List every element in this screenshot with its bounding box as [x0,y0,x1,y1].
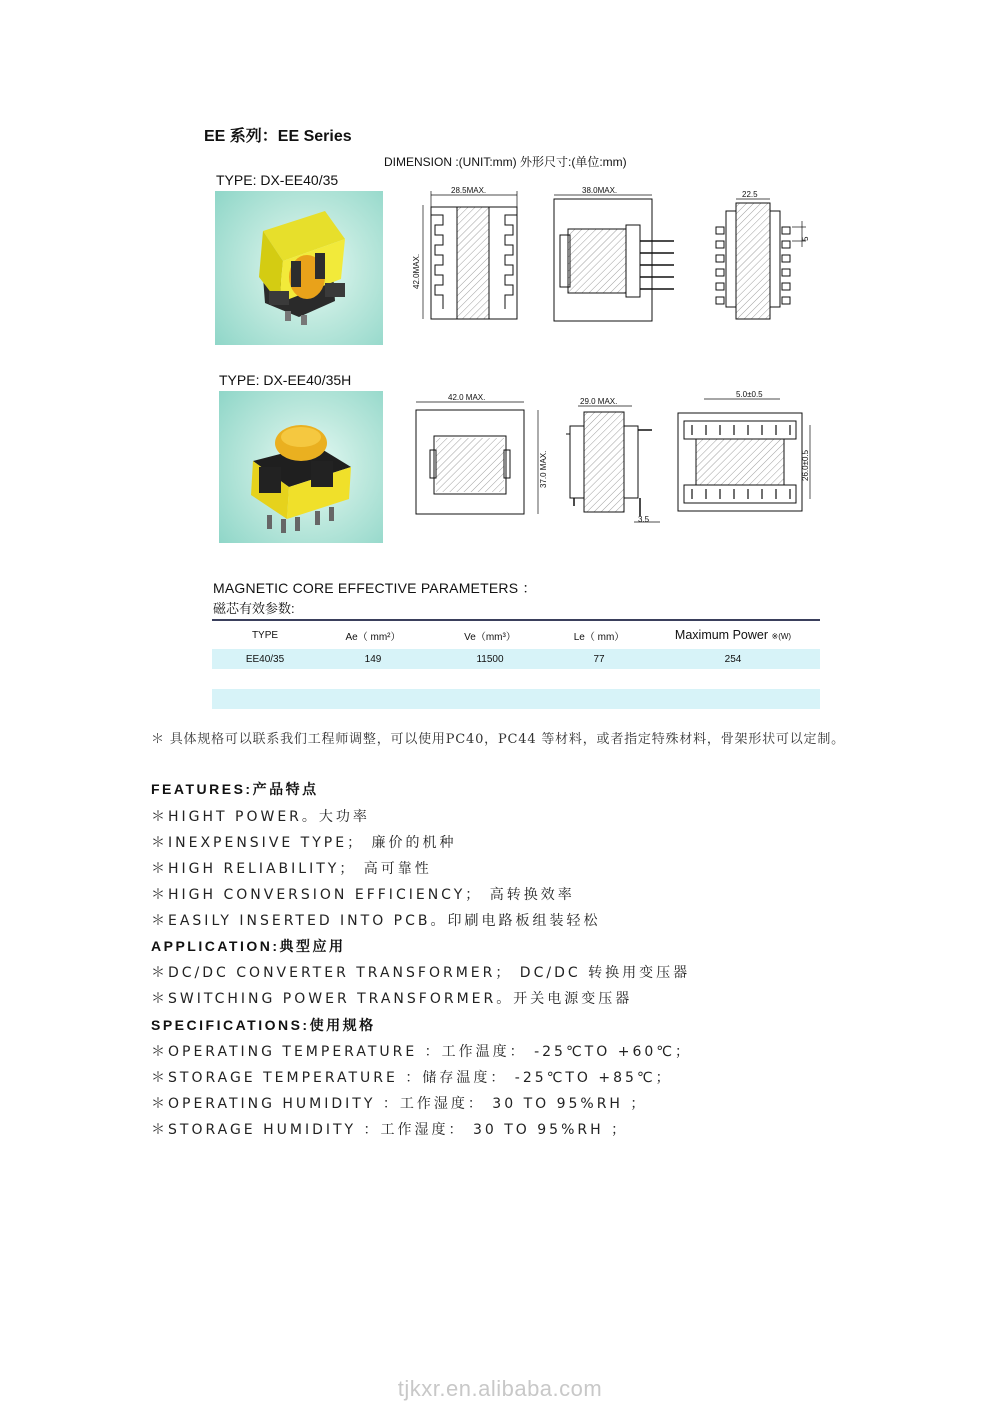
dim-pitch-2: 5.0±0.5 [736,390,763,399]
product1-type-label: TYPE: DX-EE40/35 [216,172,339,188]
dim-span-2: 26.0±0.5 [801,449,810,481]
table-band-row [212,689,820,709]
dim-pitch-1: 5 [801,236,810,241]
dim-pin-2: 3.5 [638,515,650,524]
product2-pin-drawing [672,385,817,525]
product1-side-drawing [548,185,683,330]
product1-pin-drawing [708,185,818,330]
features-heading: FEATURES:产品特点 [151,781,319,797]
product2-type-label: TYPE: DX-EE40/35H [219,372,352,388]
table-blank-row [212,669,820,689]
dim-depth-2: 29.0 MAX. [580,397,618,406]
dim-width-1: 28.5MAX. [451,186,487,195]
params-title: MAGNETIC CORE EFFECTIVE PARAMETERS ： [213,580,537,596]
table-header [212,621,820,649]
dimension-title: DIMENSION :(UNIT:mm) 外形尺寸:(单位:mm) [384,155,627,169]
header-le: Le（ mm） [573,631,625,643]
header-ve: Ve（mm³） [464,631,516,643]
params-table [212,619,820,709]
dim-side-1: 22.5 [742,190,758,199]
cell-ae: 149 [364,653,382,665]
product2-side-drawing [560,390,670,535]
table-row [212,649,820,669]
cell-type: EE40/35 [245,653,285,665]
application-item: ＊DC/DC CONVERTER TRANSFORMER； DC/DC 转换用变压器 [151,965,691,981]
spec-item: ＊OPERATING HUMIDITY ：工作湿度： 30 TO 95%RH ； [151,1096,648,1112]
transformer-photo-1 [215,191,383,345]
header-power-unit: ※(W) [771,632,792,641]
cell-le: 77 [593,653,605,665]
feature-item: ＊EASILY INSERTED INTO PCB。印刷电路板组装轻松 [151,913,601,929]
product1-front-drawing [405,185,530,330]
product1-photo [215,191,383,345]
series-title: EE 系列：EE Series [204,128,352,145]
product2-photo [219,391,383,543]
feature-item: ＊HIGHT POWER。大功率 [151,809,370,825]
feature-item: ＊INEXPENSIVE TYPE； 廉价的机种 [151,835,457,851]
header-power [646,628,820,642]
application-item: ＊SWITCHING POWER TRANSFORMER。开关电源变压器 [151,991,633,1007]
dim-height-2: 37.0 MAX. [539,450,548,488]
feature-item: ＊HIGH CONVERSION EFFICIENCY； 高转换效率 [151,887,575,903]
specifications-heading: SPECIFICATIONS:使用规格 [151,1017,376,1033]
dim-depth-1: 38.0MAX. [582,186,618,195]
dim-width-2: 42.0 MAX. [448,393,486,402]
dim-height-1: 42.0MAX. [412,253,421,289]
custom-note: ＊ 具体规格可以联系我们工程师调整，可以使用PC40，PC44 等材料，或者指定特殊材料，骨架形状可以定制。 [151,732,845,747]
spec-item: ＊OPERATING TEMPERATURE ：工作温度： -25℃TO +60℃； [151,1044,692,1060]
product2-front-drawing [410,390,555,525]
cell-power: 254 [724,653,742,665]
header-type: TYPE [251,629,279,641]
transformer-photo-2 [219,391,383,543]
application-heading: APPLICATION:典型应用 [151,938,346,954]
watermark: tjkxr.en.alibaba.com [397,1376,603,1401]
spec-item: ＊STORAGE TEMPERATURE ：储存温度： -25℃TO +85℃； [151,1070,673,1086]
feature-item: ＊HIGH RELIABILITY； 高可靠性 [151,861,432,877]
params-subtitle: 磁芯有效参数: [213,601,295,616]
header-ae: Ae（ mm²） [345,631,401,643]
spec-item: ＊STORAGE HUMIDITY ：工作湿度： 30 TO 95%RH ； [151,1122,629,1138]
header-power-label: Maximum Power [674,628,768,642]
cell-ve: 11500 [476,653,504,665]
